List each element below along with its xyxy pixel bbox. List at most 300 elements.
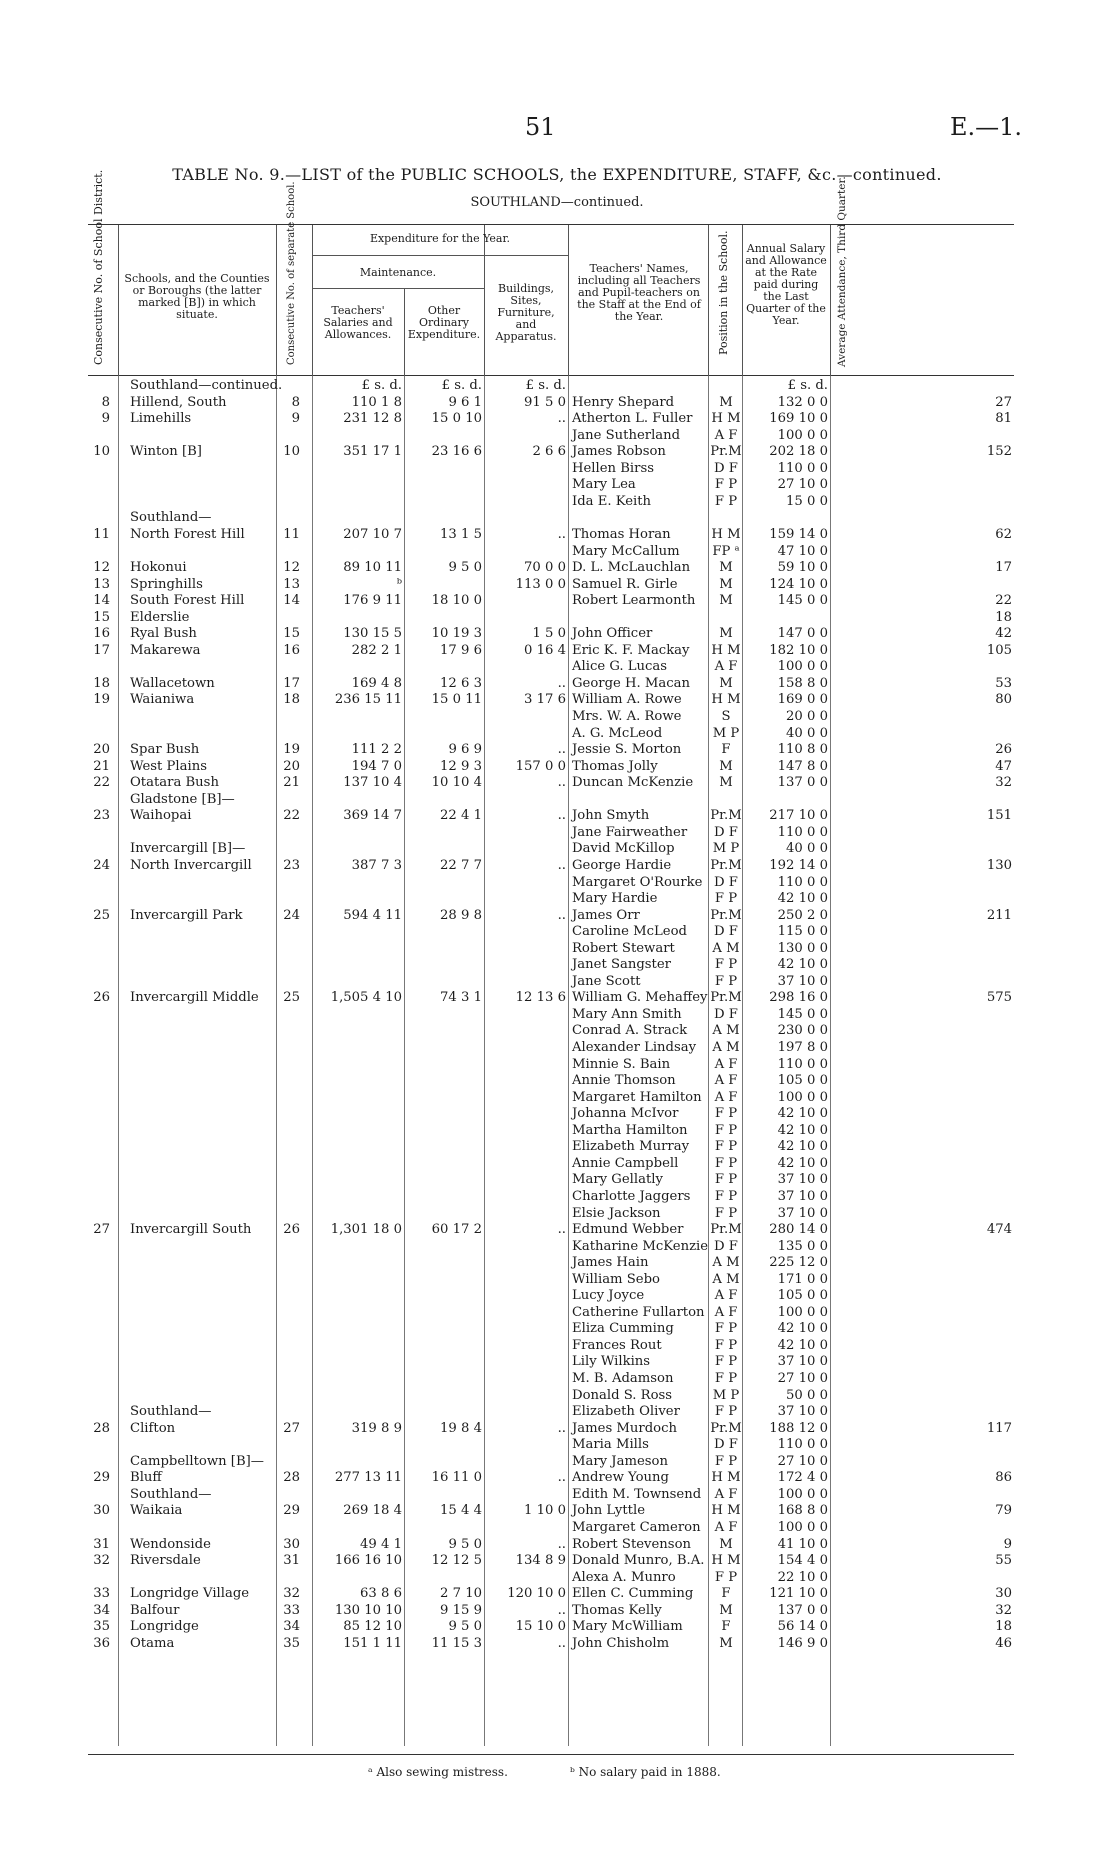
table-row [88,1619,1014,1635]
school-number: 18 [283,692,300,708]
buildings-value: 15 10 0 [515,1619,566,1635]
school-number: 13 [283,576,300,592]
salaries-value: ᵇ [396,576,402,592]
district-number: 23 [93,808,110,824]
other-expenditure-value: 15 0 10 [431,411,482,427]
teacher-position: M [719,675,733,691]
teacher-name: James Murdoch [572,1420,677,1436]
teacher-name: Thomas Kelly [572,1602,662,1618]
annual-salary-value: 168 8 0 [777,1503,828,1519]
teacher-name: Annie Campbell [572,1155,679,1171]
attendance-value: 32 [995,1602,1012,1618]
other-expenditure-value: 11 15 3 [431,1635,482,1651]
teacher-position: A F [714,427,738,443]
teacher-name: Jane Sutherland [572,427,681,443]
table-row [88,1206,1014,1222]
annual-salary-value: 37 10 0 [777,1404,828,1420]
table-row [88,825,1014,841]
annual-salary-value: 100 0 0 [777,659,828,675]
teacher-name: Mary Lea [572,477,636,493]
table-row [88,1255,1014,1271]
table-row [88,1023,1014,1039]
other-expenditure-value: 74 3 1 [440,990,482,1006]
teacher-position: F P [714,493,738,509]
school-name: Bluff [130,1470,162,1486]
teacher-position: FP ᵃ [712,543,740,559]
annual-salary-value: £ s. d. [787,378,828,393]
teacher-position: A F [714,1073,738,1089]
school-number: 8 [291,394,300,410]
teacher-position: F P [714,1106,738,1122]
table-row [88,1553,1014,1569]
annual-salary-value: 250 2 0 [777,907,828,923]
annual-salary-value: 135 0 0 [777,1238,828,1254]
attendance-value: 86 [995,1470,1012,1486]
school-number: 27 [283,1420,300,1436]
salaries-value: 130 10 10 [334,1602,402,1618]
school-name: Hokonui [130,560,187,576]
salaries-value: 176 9 11 [343,593,402,609]
teacher-position: A F [714,1486,738,1502]
teacher-name: Ida E. Keith [572,493,652,509]
district-number: 9 [101,411,110,427]
table-row [88,676,1014,692]
teacher-name: Lily Wilkins [572,1354,651,1370]
school-number: 21 [283,775,300,791]
teacher-position: F P [714,1321,738,1337]
school-number: 19 [283,742,300,758]
attendance-value: 62 [995,526,1012,542]
teacher-position: F P [714,891,738,907]
salaries-value: 594 4 11 [343,907,402,923]
district-number: 21 [93,758,110,774]
district-number: 31 [93,1536,110,1552]
salaries-value: 85 12 10 [343,1619,402,1635]
header-expenditure: Expenditure for the Year. [369,232,511,245]
annual-salary-value: 169 0 0 [777,692,828,708]
teacher-position: A F [714,1089,738,1105]
attendance-value: 53 [995,675,1012,691]
table-body [88,376,1014,1746]
district-number: 8 [101,394,110,410]
school-name: Springhills [130,576,203,592]
buildings-value: £ s. d. [525,378,566,393]
annual-salary-value: 37 10 0 [777,1172,828,1188]
header-annual-salary: Annual Salary and Allowance at the Rate paid during the Last Quarter of the Year. [745,242,827,327]
table-row [88,759,1014,775]
teacher-name: Alice G. Lucas [572,659,668,675]
teacher-position: A M [712,1271,740,1287]
district-number: 30 [93,1503,110,1519]
salaries-value: 111 2 2 [351,742,402,758]
annual-salary-value: 121 10 0 [769,1586,828,1602]
teacher-position: D F [714,924,738,940]
teacher-position: Pr.M [710,857,742,873]
table-row [88,1321,1014,1337]
table-row [88,1007,1014,1023]
district-number: 26 [93,990,110,1006]
school-number: 31 [283,1553,300,1569]
table-row [88,428,1014,444]
annual-salary-value: 110 8 0 [777,742,828,758]
teacher-name: Donald Munro, B.A. [572,1553,705,1569]
buildings-value: .. [557,857,566,873]
table-row [88,643,1014,659]
table-row [88,990,1014,1006]
table-row [88,1636,1014,1652]
teacher-name: Elizabeth Murray [572,1139,690,1155]
salaries-value: 1,505 4 10 [330,990,402,1006]
buildings-value: .. [557,1222,566,1238]
table-row [88,726,1014,742]
teacher-name: Atherton L. Fuller [572,411,693,427]
annual-salary-value: 22 10 0 [777,1569,828,1585]
teacher-name: Frances Rout [572,1337,662,1353]
school-name: North Forest Hill [130,526,245,542]
table-row [88,775,1014,791]
table-row [88,974,1014,990]
attendance-value: 474 [986,1222,1012,1238]
teacher-name: Lucy Joyce [572,1288,645,1304]
teacher-name: Andrew Young [572,1470,669,1486]
school-name: Clifton [130,1420,176,1436]
teacher-name: Mary McCallum [572,543,680,559]
other-expenditure-value: 9 6 9 [448,742,482,758]
teacher-name: William G. Mehaffey [572,990,708,1006]
table-row [88,1172,1014,1188]
annual-salary-value: 147 8 0 [777,758,828,774]
attendance-value: 81 [995,411,1012,427]
school-name: Invercargill Park [130,907,243,923]
buildings-value: 12 13 6 [515,990,566,1006]
attendance-value: 42 [995,626,1012,642]
annual-salary-value: 146 9 0 [777,1635,828,1651]
header-consec-district: Consecutive No. of School District. [92,169,105,365]
teacher-position: M [719,560,733,576]
teacher-name: Catherine Fullarton [572,1304,705,1320]
school-name: Riversdale [130,1553,201,1569]
table-row [88,560,1014,576]
teacher-position: F P [714,957,738,973]
district-number: 34 [93,1602,110,1618]
other-expenditure-value: 28 9 8 [440,907,482,923]
table-row [88,1272,1014,1288]
table-row [88,544,1014,560]
table-row [88,1106,1014,1122]
buildings-value: .. [557,1470,566,1486]
school-number: 14 [283,593,300,609]
table-row [88,1156,1014,1172]
annual-salary-value: 100 0 0 [777,1089,828,1105]
table-row [88,444,1014,460]
annual-salary-value: 110 0 0 [777,1056,828,1072]
annual-salary-value: 27 10 0 [777,477,828,493]
district-number: 10 [93,444,110,460]
teacher-name: Eliza Cumming [572,1321,674,1337]
teacher-name: Mrs. W. A. Rowe [572,709,682,724]
school-name: Campbelltown [B]— [130,1453,264,1469]
annual-salary-value: 280 14 0 [769,1222,828,1238]
school-name: Waihopai [130,808,192,824]
buildings-value: .. [557,1602,566,1618]
teacher-name: Janet Sangster [572,957,671,973]
annual-salary-value: 42 10 0 [777,1106,828,1122]
school-name: Invercargill South [130,1222,252,1238]
teacher-name: Caroline McLeod [572,924,687,940]
table-row [88,1421,1014,1437]
table-row [88,875,1014,891]
footnote-a: ᵃ Also sewing mistress. [368,1765,508,1779]
annual-salary-value: 188 12 0 [769,1420,828,1436]
teacher-position: H M [711,1553,741,1569]
table-row [88,1520,1014,1536]
teacher-name: Eric K. F. Mackay [572,642,690,658]
teacher-position: M [719,576,733,592]
teacher-position: M P [712,725,740,741]
buildings-value: 3 17 6 [524,692,566,708]
district-number: 11 [93,526,110,542]
table-bottom-rule [88,1754,1014,1755]
teacher-name: Alexander Lindsay [572,1040,697,1055]
attendance-value: 117 [986,1420,1012,1436]
annual-salary-value: 145 0 0 [777,1006,828,1022]
table-row [88,1404,1014,1420]
table-row [88,510,1014,526]
teacher-name: Robert Learmonth [572,593,696,609]
district-number: 33 [93,1586,110,1602]
school-name: Balfour [130,1602,180,1618]
annual-salary-value: 169 10 0 [769,411,828,427]
school-name: Limehills [130,411,192,427]
district-number: 36 [93,1635,110,1651]
teacher-name: Jane Scott [572,973,641,989]
salaries-value: 207 10 7 [343,526,402,542]
annual-salary-value: 42 10 0 [777,1321,828,1337]
teacher-position: F [721,1586,731,1602]
other-expenditure-value: 10 19 3 [431,626,482,642]
teacher-name: William Sebo [572,1271,660,1287]
buildings-value: 134 8 9 [515,1553,566,1569]
teacher-position: S [721,709,731,724]
school-number: 25 [283,990,300,1006]
attendance-value: 80 [995,692,1012,708]
salaries-value: 236 15 11 [334,692,402,708]
other-expenditure-value: 16 11 0 [431,1470,482,1486]
school-name: Ryal Bush [130,626,197,642]
table-row [88,494,1014,510]
annual-salary-value: 15 0 0 [786,493,828,509]
salaries-value: 63 8 6 [360,1586,402,1602]
table-row [88,808,1014,824]
teacher-name: Donald S. Ross [572,1387,673,1403]
teacher-name: Thomas Horan [572,526,671,542]
teacher-position: A M [712,940,740,956]
attendance-value: 130 [986,857,1012,873]
teacher-name: James Orr [572,907,640,923]
district-number: 32 [93,1553,110,1569]
annual-salary-value: 56 14 0 [777,1619,828,1635]
teacher-position: D F [714,1238,738,1254]
school-name: Makarewa [130,642,201,658]
annual-salary-value: 37 10 0 [777,973,828,989]
district-number: 22 [93,775,110,791]
annual-salary-value: 37 10 0 [777,1188,828,1204]
school-name: Wendonside [130,1536,211,1552]
teacher-position: F P [714,973,738,989]
teacher-position: M [719,1536,733,1552]
school-number: 28 [283,1470,300,1486]
page-number: 51 [525,113,556,141]
other-expenditure-value: 2 7 10 [440,1586,482,1602]
annual-salary-value: 37 10 0 [777,1205,828,1221]
buildings-value: .. [557,526,566,542]
other-expenditure-value: 17 9 6 [440,642,482,658]
attendance-value: 47 [995,758,1012,774]
school-name: Otama [130,1635,175,1651]
teacher-position: D F [714,460,738,476]
other-expenditure-value: 9 5 0 [448,1536,482,1552]
school-name: Otatara Bush [130,775,219,791]
table-row [88,577,1014,593]
teacher-position: F P [714,1205,738,1221]
attendance-value: 105 [986,642,1012,658]
annual-salary-value: 41 10 0 [777,1536,828,1552]
teacher-position: H M [711,1503,741,1519]
table-row [88,709,1014,725]
teacher-name: Samuel R. Girle [572,576,678,592]
header-schools: Schools, and the Counties or Boroughs (the latter marked [B]) in which situate. [124,272,270,321]
salaries-value: 89 10 11 [343,560,402,576]
annual-salary-value: 154 4 0 [777,1553,828,1569]
other-expenditure-value: 12 9 3 [440,758,482,774]
teacher-name: George H. Macan [572,675,691,691]
district-number: 35 [93,1619,110,1635]
buildings-value: .. [557,1536,566,1552]
school-number: 16 [283,642,300,658]
teacher-position: Pr.M [710,907,742,923]
teacher-position: H M [711,642,741,658]
annual-salary-value: 50 0 0 [786,1387,828,1403]
table-row [88,1123,1014,1139]
teacher-name: Hellen Birss [572,460,654,476]
teacher-name: Mary Jameson [572,1453,668,1469]
district-number: 25 [93,907,110,923]
header-buildings: Buildings, Sites, Furniture, and Apparatus. [495,282,557,343]
table-row [88,1503,1014,1519]
school-number: 11 [283,526,300,542]
school-name: Southland— [130,510,212,526]
teacher-name: Ellen C. Cumming [572,1586,694,1602]
other-expenditure-value: 9 15 9 [440,1602,482,1618]
teacher-position: F P [714,1155,738,1171]
other-expenditure-value: 9 5 0 [448,1619,482,1635]
attendance-value: 30 [995,1586,1012,1602]
table-row [88,1189,1014,1205]
attendance-value: 18 [995,1619,1012,1635]
district-number: 18 [93,675,110,691]
salaries-value: 137 10 4 [343,775,402,791]
teacher-name: Henry Shepard [572,394,675,410]
table-row [88,742,1014,758]
annual-salary-value: 47 10 0 [777,543,828,559]
table-row [88,1570,1014,1586]
table-row [88,1487,1014,1503]
school-name: Invercargill Middle [130,990,259,1006]
school-name: Wallacetown [130,675,215,691]
teacher-position: A F [714,1304,738,1320]
school-name: Longridge Village [130,1586,250,1602]
salaries-value: 319 8 9 [351,1420,402,1436]
attendance-value: 79 [995,1503,1012,1519]
buildings-value: .. [557,742,566,758]
teacher-position: A F [714,1288,738,1304]
salaries-value: 387 7 3 [351,857,402,873]
teacher-position: A M [712,1255,740,1271]
header-other: Other Ordinary Expenditure. [407,304,481,341]
buildings-value: 1 5 0 [532,626,566,642]
teacher-name: Katharine McKenzie [572,1238,709,1254]
teacher-name: David McKillop [572,841,675,857]
table-row [88,1288,1014,1304]
teacher-name: A. G. McLeod [572,725,663,741]
school-number: 26 [283,1222,300,1238]
attendance-value: 575 [986,990,1012,1006]
annual-salary-value: 110 0 0 [777,874,828,890]
table-row [88,378,1014,394]
annual-salary-value: 172 4 0 [777,1470,828,1486]
attendance-value: 152 [986,444,1012,460]
teacher-position: F [721,742,731,758]
teacher-position: F P [714,1569,738,1585]
annual-salary-value: 298 16 0 [769,990,828,1006]
teacher-name: Duncan McKenzie [572,775,694,791]
teacher-position: D F [714,874,738,890]
table-row [88,858,1014,874]
annual-salary-value: 124 10 0 [769,576,828,592]
school-number: 35 [283,1635,300,1651]
table-row [88,841,1014,857]
table-row [88,1371,1014,1387]
attendance-value: 27 [995,394,1012,410]
teacher-name: James Hain [572,1255,649,1271]
buildings-value: .. [557,907,566,923]
table-subtitle: SOUTHLAND—continued. [470,195,644,210]
table-row [88,1603,1014,1619]
teacher-name: George Hardie [572,857,672,873]
header-teachers: Teachers' Names, including all Teachers and Pupil-teachers on the Staff at the End of the Year. [577,262,701,323]
annual-salary-value: 100 0 0 [777,1486,828,1502]
header-salaries: Teachers' Salaries and Allowances. [323,304,393,341]
teacher-position: F P [714,477,738,493]
district-number: 17 [93,642,110,658]
annual-salary-value: 40 0 0 [786,725,828,741]
school-number: 30 [283,1536,300,1552]
buildings-value: .. [557,411,566,427]
teacher-position: A F [714,659,738,675]
teacher-position: Pr.M [710,1420,742,1436]
annual-salary-value: 115 0 0 [777,924,828,940]
page-reference: E.—1. [950,113,1023,141]
school-name: Waianiwa [130,692,195,708]
attendance-value: 22 [995,593,1012,609]
teacher-position: F P [714,1139,738,1155]
school-name: Elderslie [130,609,190,625]
teacher-name: Edmund Webber [572,1222,684,1238]
buildings-value: 2 6 6 [532,444,566,460]
teacher-position: A M [712,1040,740,1055]
table-row [88,1305,1014,1321]
table-row [88,527,1014,543]
